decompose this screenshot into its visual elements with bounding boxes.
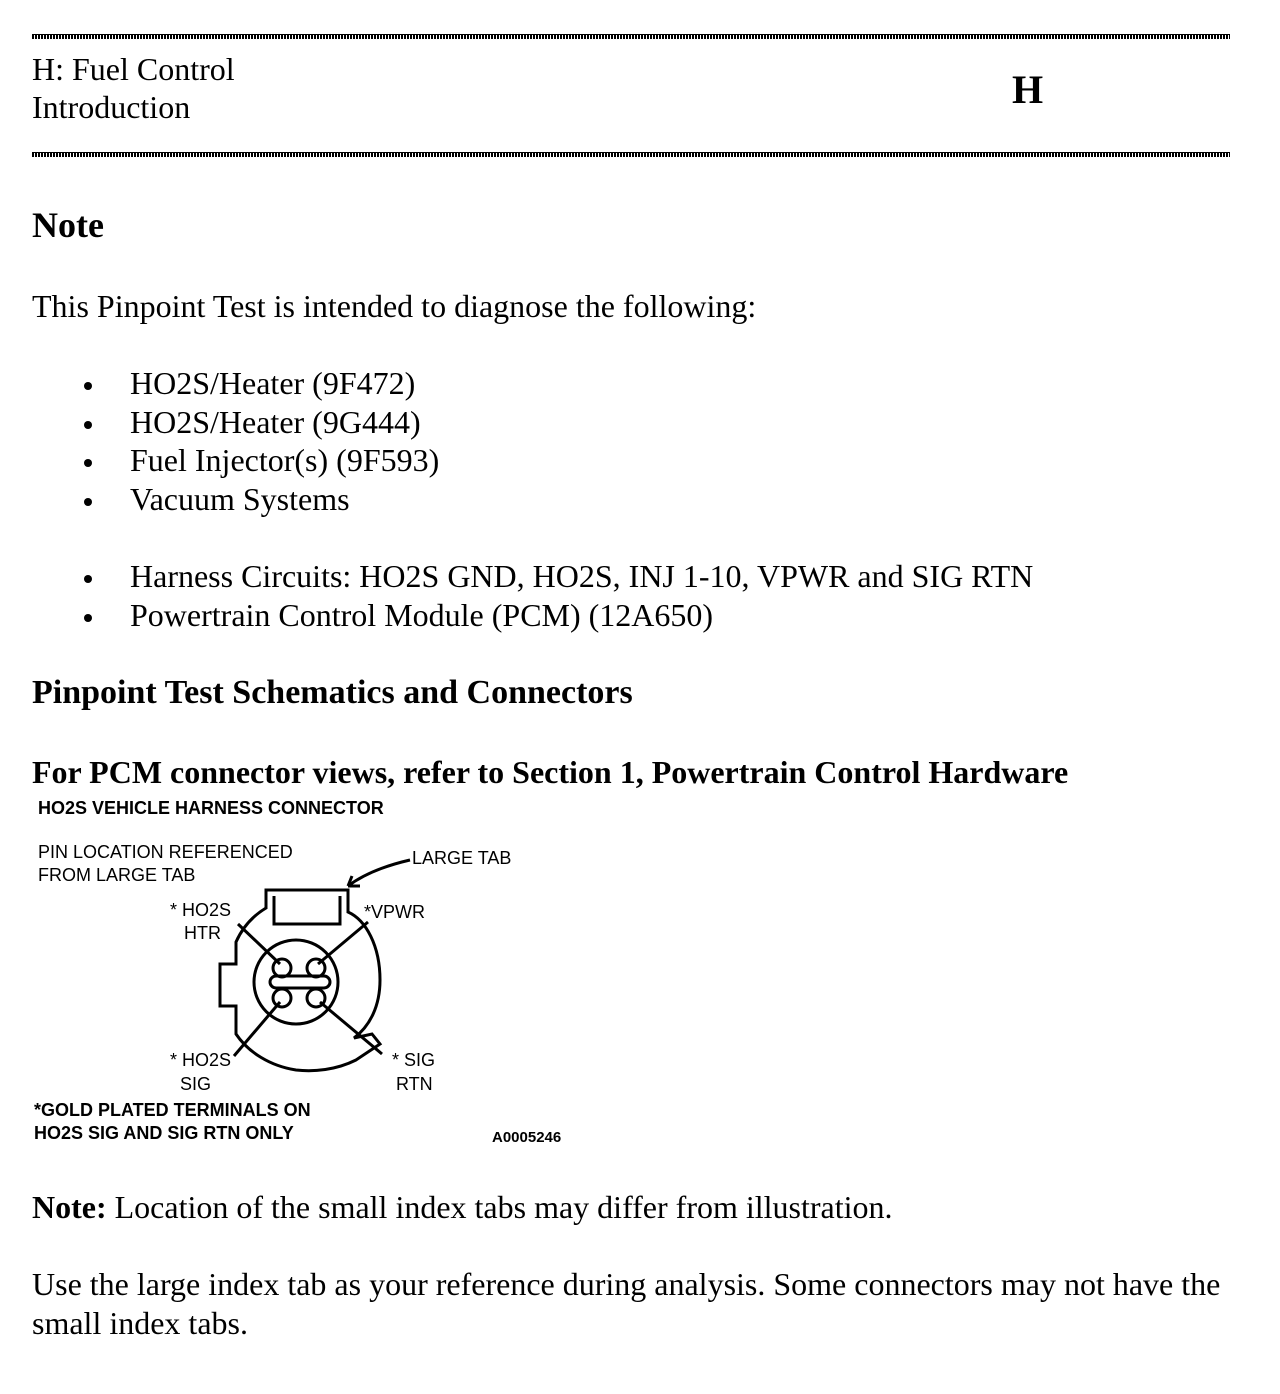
figure-id: A0005246 [492, 1129, 562, 1146]
connector-diagram [34, 796, 594, 1156]
header-bottom-rule [32, 152, 1230, 157]
ho2s-htr-label: * HO2S [170, 900, 232, 920]
gold-note: *GOLD PLATED TERMINALS ON [34, 1100, 311, 1120]
header-top-rule [32, 34, 1230, 39]
sig-rtn-label: * SIG [392, 1050, 436, 1070]
schematics-heading: Pinpoint Test Schematics and Connectors [32, 674, 633, 711]
sig-rtn-label: RTN [396, 1074, 433, 1094]
list-item: HO2S/Heater (9G444) [0, 403, 439, 442]
diagram-title: HO2S VEHICLE HARNESS CONNECTOR [38, 798, 384, 818]
vpwr-label: *VPWR [364, 902, 426, 922]
ho2s-sig-label: * HO2S [170, 1050, 232, 1070]
note-heading: Note [32, 205, 104, 245]
note-text: Location of the small index tabs may differ from illustration. [106, 1189, 893, 1225]
note-paragraph [32, 1188, 1242, 1227]
large-tab-label: LARGE TAB [412, 848, 512, 868]
section-letter: H [1012, 67, 1044, 112]
gold-note: HO2S SIG AND SIG RTN ONLY [34, 1123, 294, 1143]
pin-ref-label: FROM LARGE TAB [38, 865, 196, 885]
closing-paragraph: Use the large index tab as your reference during analysis. Some connectors may not have the small index tabs. [32, 1266, 1221, 1341]
component-list [0, 364, 439, 518]
page-subtitle: Introduction [32, 89, 191, 125]
list-item: Vacuum Systems [0, 480, 439, 519]
ho2s-sig-label: SIG [180, 1074, 212, 1094]
pin-ref-label: PIN LOCATION REFERENCED [38, 842, 293, 862]
list-item: Fuel Injector(s) (9F593) [0, 441, 439, 480]
intro-paragraph: This Pinpoint Test is intended to diagnose the following: [32, 288, 757, 324]
note-label: Note: [32, 1189, 107, 1225]
section-title: H: Fuel Control [32, 51, 235, 87]
pcm-reference-heading: For PCM connector views, refer to Section 1, Powertrain Control Hardware [32, 754, 1069, 790]
circuit-list [0, 557, 1033, 634]
list-item: HO2S/Heater (9F472) [0, 364, 439, 403]
connector-body [220, 860, 410, 1071]
list-item: Harness Circuits: HO2S GND, HO2S, INJ 1-10, VPWR and SIG RTN [0, 557, 1033, 596]
list-item: Powertrain Control Module (PCM) (12A650) [0, 596, 1033, 635]
ho2s-htr-label: HTR [184, 923, 221, 943]
